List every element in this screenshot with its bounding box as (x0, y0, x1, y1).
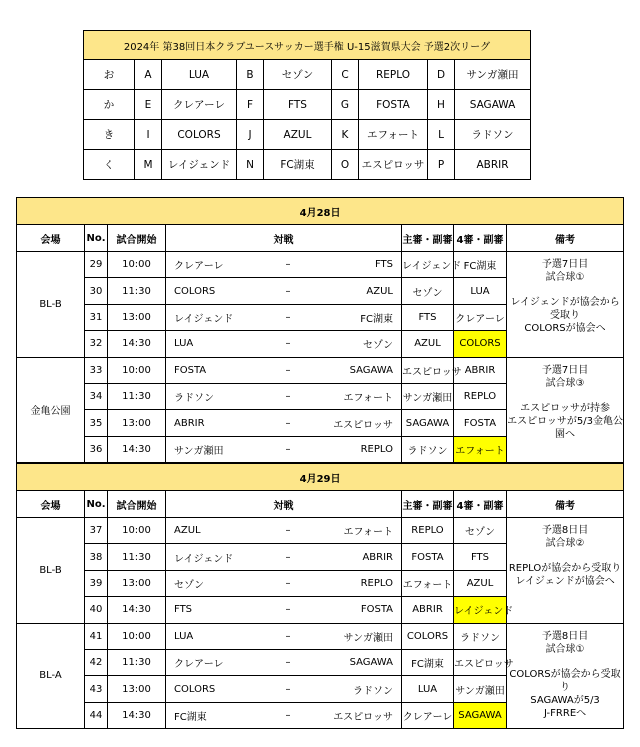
referee-team: LUA (402, 676, 454, 702)
vs-dash: – (260, 436, 317, 462)
fourth-official-team: エスピロッサ (454, 649, 507, 675)
match-row (17, 252, 624, 278)
header-row (17, 491, 624, 518)
group-team: LUA (162, 60, 237, 90)
group-row (84, 150, 531, 180)
match-row (17, 518, 624, 544)
referee-team: エフォート (402, 570, 454, 596)
away-team: エスピロッサ (317, 702, 402, 728)
match-no: 31 (85, 304, 108, 330)
away-team: FTS (317, 252, 402, 278)
match-time: 11:30 (108, 278, 166, 304)
fourth-official-team: REPLO (454, 383, 507, 409)
referee-team: クレアーレ (402, 702, 454, 728)
group-team: ABRIR (455, 150, 531, 180)
group-letter: M (135, 150, 162, 180)
vs-dash: – (260, 383, 317, 409)
date-row (17, 464, 624, 491)
vs-dash: – (260, 410, 317, 436)
referee-team: SAGAWA (402, 410, 454, 436)
header-remarks: 備考 (507, 491, 624, 518)
group-team: REPLO (359, 60, 428, 90)
header-match: 対戦 (166, 491, 402, 518)
group-letter: H (428, 90, 455, 120)
match-no: 39 (85, 570, 108, 596)
match-date: 4月29日 (17, 464, 624, 491)
home-team: FOSTA (166, 357, 260, 383)
home-team: ラドソン (166, 383, 260, 409)
home-team: FC湖東 (166, 702, 260, 728)
referee-team: REPLO (402, 518, 454, 544)
remarks-ball-handling: REPLOが協会から受取り レイジェンドが協会へ (508, 563, 622, 587)
away-team: SAGAWA (317, 357, 402, 383)
fourth-official-team: クレアーレ (454, 304, 507, 330)
vs-dash: – (260, 597, 317, 623)
referee-team: ABRIR (402, 597, 454, 623)
group-letter: P (428, 150, 455, 180)
match-time: 13:00 (108, 570, 166, 596)
match-time: 11:30 (108, 649, 166, 675)
away-team: サンガ瀬田 (317, 623, 402, 649)
vs-dash: – (260, 357, 317, 383)
home-team: レイジェンド (166, 544, 260, 570)
match-time: 14:30 (108, 597, 166, 623)
remarks (507, 357, 624, 463)
fourth-official-team: サンガ瀬田 (454, 676, 507, 702)
header-venue: 会場 (17, 491, 85, 518)
vs-dash: – (260, 252, 317, 278)
group-letter: I (135, 120, 162, 150)
fourth-official-team: セゾン (454, 518, 507, 544)
fourth-official-team: ABRIR (454, 357, 507, 383)
group-team: COLORS (162, 120, 237, 150)
away-team: ABRIR (317, 544, 402, 570)
away-team: FOSTA (317, 597, 402, 623)
group-letter: J (237, 120, 264, 150)
group-team: SAGAWA (455, 90, 531, 120)
referee-team: FTS (402, 304, 454, 330)
group-team: FOSTA (359, 90, 428, 120)
match-time: 14:30 (108, 702, 166, 728)
group-team: エスピロッサ (359, 150, 428, 180)
match-row (17, 357, 624, 383)
group-team: サンガ瀬田 (455, 60, 531, 90)
group-letter: G (332, 90, 359, 120)
group-team: ラドソン (455, 120, 531, 150)
fourth-official-team: FTS (454, 544, 507, 570)
match-no: 30 (85, 278, 108, 304)
group-letter: E (135, 90, 162, 120)
referee-team: ラドソン (402, 436, 454, 462)
group-team: レイジェンド (162, 150, 237, 180)
remarks-ball-handling: レイジェンドが協会から受取り COLORSが協会へ (510, 297, 620, 334)
remarks-day-ball: 予選8日目 試合球① (541, 630, 589, 655)
match-time: 14:30 (108, 331, 166, 357)
referee-team: レイジェンド (402, 252, 454, 278)
header-remarks: 備考 (507, 225, 624, 252)
group-label: か (84, 90, 135, 120)
header-match: 対戦 (166, 225, 402, 252)
away-team: AZUL (317, 278, 402, 304)
match-no: 29 (85, 252, 108, 278)
fourth-official-team: FC湖東 (454, 252, 507, 278)
header-fourth: 4審・副審 (454, 491, 507, 518)
referee-team: AZUL (402, 331, 454, 357)
vs-dash: – (260, 304, 317, 330)
match-time: 13:00 (108, 410, 166, 436)
vs-dash: – (260, 570, 317, 596)
group-letter: K (332, 120, 359, 150)
match-time: 10:00 (108, 357, 166, 383)
fourth-official-team: SAGAWA (454, 702, 507, 728)
match-no: 32 (85, 331, 108, 357)
group-letter: C (332, 60, 359, 90)
header-start: 試合開始 (108, 491, 166, 518)
tournament-title: 2024年 第38回日本クラブユースサッカー選手権 U-15滋賀県大会 予選2次リーグ (84, 31, 531, 60)
group-letter: L (428, 120, 455, 150)
match-no: 33 (85, 357, 108, 383)
header-row (17, 225, 624, 252)
match-no: 38 (85, 544, 108, 570)
home-team: COLORS (166, 676, 260, 702)
match-time: 10:00 (108, 252, 166, 278)
vs-dash: – (260, 623, 317, 649)
vs-dash: – (260, 544, 317, 570)
venue-name: BL-A (17, 623, 85, 729)
match-time: 13:00 (108, 676, 166, 702)
away-team: SAGAWA (317, 649, 402, 675)
header-ref: 主審・副審 (402, 491, 454, 518)
remarks-ball-handling: エスピロッサが持参 エスピロッサが5/3金亀公園へ (507, 402, 623, 440)
match-no: 43 (85, 676, 108, 702)
home-team: セゾン (166, 570, 260, 596)
group-team: エフォート (359, 120, 428, 150)
match-time: 10:00 (108, 518, 166, 544)
venue-name: BL-B (17, 252, 85, 358)
away-team: セゾン (317, 331, 402, 357)
fourth-official-team: レイジェンド (454, 597, 507, 623)
schedule-day-2 (16, 463, 624, 729)
match-time: 11:30 (108, 383, 166, 409)
group-letter: O (332, 150, 359, 180)
venue-name: 金亀公園 (17, 357, 85, 463)
group-table (83, 30, 531, 180)
home-team: COLORS (166, 278, 260, 304)
match-date: 4月28日 (17, 198, 624, 225)
vs-dash: – (260, 702, 317, 728)
header-no: No. (85, 491, 108, 518)
away-team: エフォート (317, 518, 402, 544)
group-label: お (84, 60, 135, 90)
referee-team: FOSTA (402, 544, 454, 570)
referee-team: FC湖東 (402, 649, 454, 675)
match-no: 44 (85, 702, 108, 728)
home-team: AZUL (166, 518, 260, 544)
fourth-official-team: ラドソン (454, 623, 507, 649)
group-letter: B (237, 60, 264, 90)
vs-dash: – (260, 676, 317, 702)
vs-dash: – (260, 518, 317, 544)
fourth-official-team: FOSTA (454, 410, 507, 436)
group-team: FTS (264, 90, 332, 120)
group-letter: A (135, 60, 162, 90)
schedule-day-1 (16, 197, 624, 463)
referee-team: エスピロッサ (402, 357, 454, 383)
referee-team: COLORS (402, 623, 454, 649)
group-team: AZUL (264, 120, 332, 150)
remarks (507, 518, 624, 624)
match-no: 36 (85, 436, 108, 462)
venue-name: BL-B (17, 518, 85, 624)
match-no: 40 (85, 597, 108, 623)
home-team: クレアーレ (166, 649, 260, 675)
match-time: 10:00 (108, 623, 166, 649)
match-no: 34 (85, 383, 108, 409)
home-team: レイジェンド (166, 304, 260, 330)
referee-team: セゾン (402, 278, 454, 304)
match-no: 37 (85, 518, 108, 544)
fourth-official-team: エフォート (454, 436, 507, 462)
match-row (17, 623, 624, 649)
group-letter: N (237, 150, 264, 180)
vs-dash: – (260, 331, 317, 357)
match-no: 41 (85, 623, 108, 649)
away-team: REPLO (317, 436, 402, 462)
away-team: REPLO (317, 570, 402, 596)
away-team: ラドソン (317, 676, 402, 702)
fourth-official-team: AZUL (454, 570, 507, 596)
away-team: FC湖東 (317, 304, 402, 330)
match-time: 11:30 (108, 544, 166, 570)
match-time: 13:00 (108, 304, 166, 330)
home-team: LUA (166, 623, 260, 649)
group-row (84, 120, 531, 150)
group-letter: F (237, 90, 264, 120)
vs-dash: – (260, 649, 317, 675)
date-row (17, 198, 624, 225)
vs-dash: – (260, 278, 317, 304)
group-label: き (84, 120, 135, 150)
home-team: LUA (166, 331, 260, 357)
away-team: エスピロッサ (317, 410, 402, 436)
header-ref: 主審・副審 (402, 225, 454, 252)
remarks-ball-handling: COLORSが協会から受取り SAGAWAが5/3 J-FRREへ (509, 668, 621, 719)
fourth-official-team: COLORS (454, 331, 507, 357)
match-time: 14:30 (108, 436, 166, 462)
header-start: 試合開始 (108, 225, 166, 252)
remarks (507, 252, 624, 358)
home-team: ABRIR (166, 410, 260, 436)
fourth-official-team: LUA (454, 278, 507, 304)
group-row (84, 90, 531, 120)
remarks (507, 623, 624, 729)
referee-team: サンガ瀬田 (402, 383, 454, 409)
match-no: 35 (85, 410, 108, 436)
remarks-day-ball: 予選7日目 試合球③ (541, 364, 589, 389)
remarks-day-ball: 予選7日目 試合球① (541, 259, 589, 283)
group-team: クレアーレ (162, 90, 237, 120)
remarks-day-ball: 予選8日目 試合球② (541, 525, 589, 549)
group-label: く (84, 150, 135, 180)
home-team: サンガ瀬田 (166, 436, 260, 462)
away-team: エフォート (317, 383, 402, 409)
group-team: セゾン (264, 60, 332, 90)
home-team: クレアーレ (166, 252, 260, 278)
header-fourth: 4審・副審 (454, 225, 507, 252)
header-venue: 会場 (17, 225, 85, 252)
group-team: FC湖東 (264, 150, 332, 180)
match-no: 42 (85, 649, 108, 675)
group-row (84, 60, 531, 90)
home-team: FTS (166, 597, 260, 623)
group-letter: D (428, 60, 455, 90)
header-no: No. (85, 225, 108, 252)
